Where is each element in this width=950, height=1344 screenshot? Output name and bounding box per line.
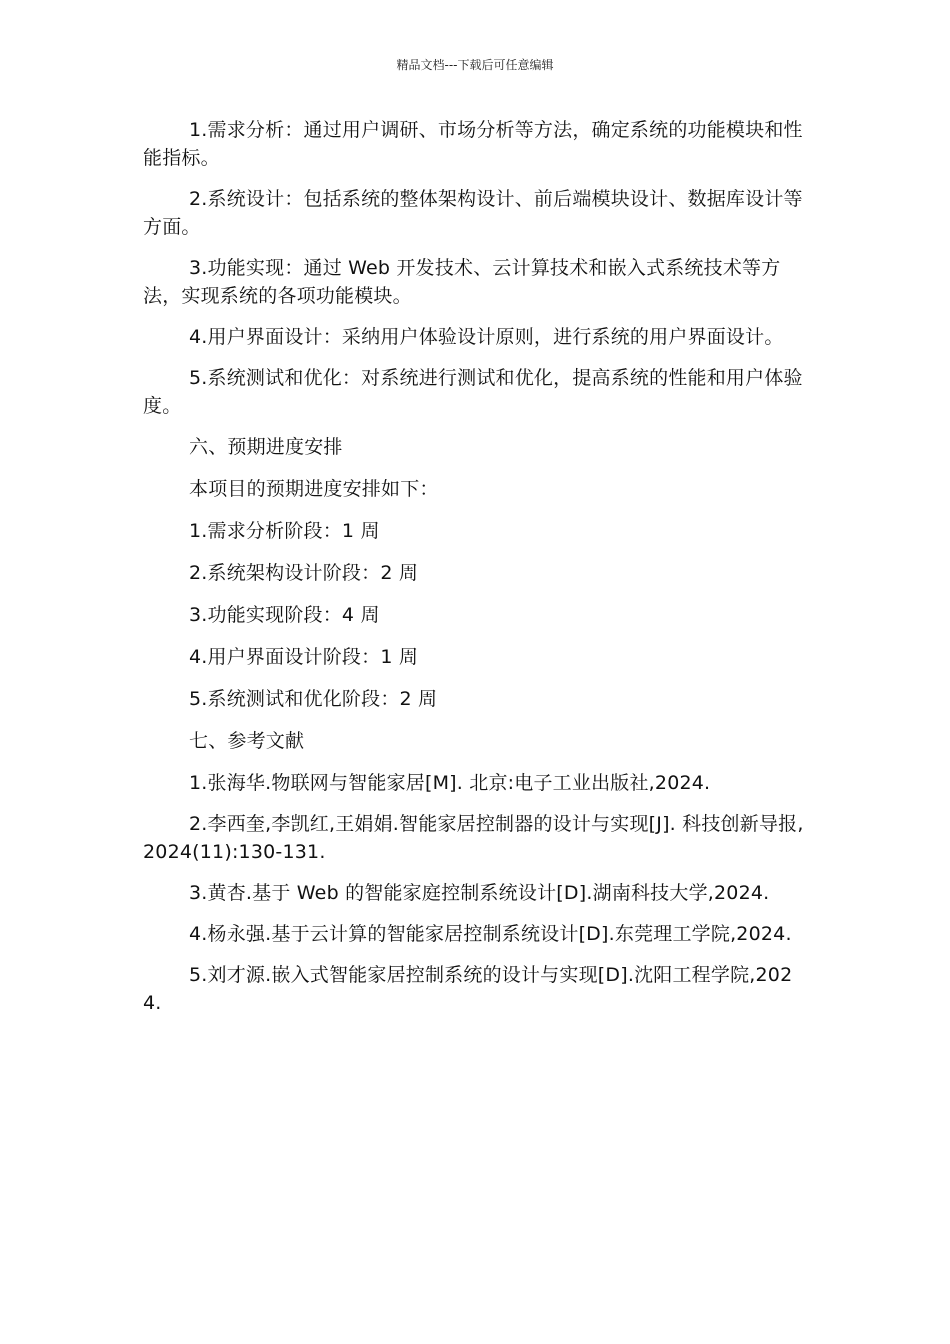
method-item: 5.系统测试和优化：对系统进行测试和优化，提高系统的性能和用户体验度。 <box>143 367 803 417</box>
schedule-item: 5.系统测试和优化阶段：2 周 <box>189 688 438 710</box>
method-item: 2.系统设计：包括系统的整体架构设计、前后端模块设计、数据库设计等方面。 <box>143 188 803 238</box>
schedule-item: 3.功能实现阶段：4 周 <box>189 604 380 626</box>
schedule-intro: 本项目的预期进度安排如下： <box>189 478 439 500</box>
page-header: 精品文档---下载后可任意编辑 <box>396 58 554 72</box>
reference-item: 3.黄杏.基于 Web 的智能家庭控制系统设计[D].湖南科技大学,2024. <box>189 882 770 904</box>
reference-item: 5.刘才源.嵌入式智能家居控制系统的设计与实现[D].沈阳工程学院,2024. <box>143 964 793 1014</box>
method-item: 4.用户界面设计：采纳用户体验设计原则，进行系统的用户界面设计。 <box>189 326 784 348</box>
method-item: 3.功能实现：通过 Web 开发技术、云计算技术和嵌入式系统技术等方法，实现系统的各项功能模块。 <box>143 257 781 307</box>
reference-item: 2.李西奎,李凯红,王娟娟.智能家居控制器的设计与实现[J]. 科技创新导报,2024(11):130-131. <box>143 813 804 863</box>
document-body <box>143 116 808 1030</box>
schedule-item: 1.需求分析阶段：1 周 <box>189 520 380 542</box>
schedule-item: 4.用户界面设计阶段：1 周 <box>189 646 419 668</box>
schedule-heading: 六、预期进度安排 <box>189 436 343 458</box>
reference-item: 4.杨永强.基于云计算的智能家居控制系统设计[D].东莞理工学院,2024. <box>189 923 792 945</box>
method-item: 1.需求分析：通过用户调研、市场分析等方法，确定系统的功能模块和性能指标。 <box>143 119 803 169</box>
schedule-item: 2.系统架构设计阶段：2 周 <box>189 562 419 584</box>
references-heading: 七、参考文献 <box>189 730 305 752</box>
reference-item: 1.张海华.物联网与智能家居[M]. 北京:电子工业出版社,2024. <box>189 772 711 794</box>
